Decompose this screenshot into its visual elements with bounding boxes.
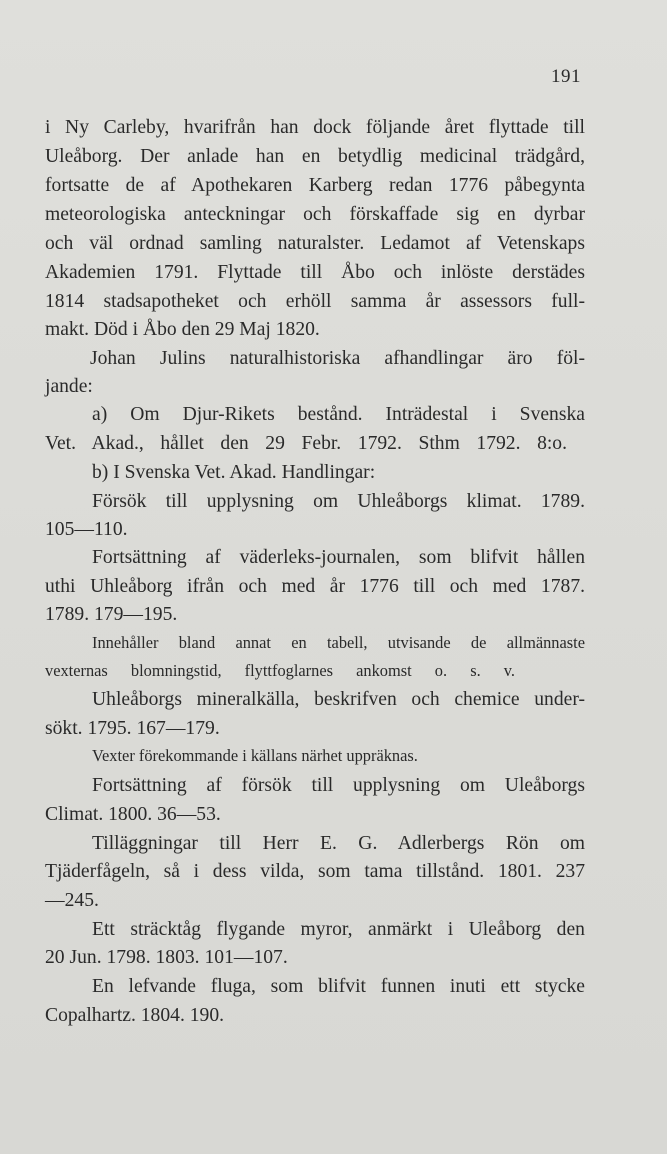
text-line: En lefvande fluga, som blifvit funnen inuti ett stycke — [92, 976, 585, 997]
text-line: Akademien 1791. Flyttade till Åbo och inlöste derstädes — [45, 262, 586, 283]
text-line: Tilläggningar till Herr E. G. Adlerbergs Rön om — [92, 833, 586, 854]
text-line: Fortsättning af väderleks-journalen, som blifvit hållen — [92, 547, 585, 568]
text-line: uthi Uhleåborg ifrån och med år 1776 till och med 1787. — [45, 576, 586, 597]
text-line: meteorologiska anteckningar och förskaffade sig en dyrbar — [45, 204, 585, 225]
text-line: 1789. 179—195. — [45, 604, 178, 625]
text-line: makt. Död i Åbo den 29 Maj 1820. — [45, 319, 320, 340]
text-line: Uhleåborgs mineralkälla, beskrifven och chemice under- — [92, 689, 585, 710]
text-line: i Ny Carleby, hvarifrån han dock följande året flyttade till — [45, 117, 585, 138]
text-line: Fortsättning af försök till upplysning om Uleåborgs — [92, 775, 585, 796]
text-line: b) I Svenska Vet. Akad. Handlingar: — [92, 462, 376, 483]
text-line: och väl ordnad samling naturalster. Ledamot af Vetenskaps — [45, 233, 585, 254]
text-line: Johan Julins naturalhistoriska afhandlingar äro föl- — [90, 348, 585, 369]
text-line: sökt. 1795. 167—179. — [45, 718, 220, 739]
text-line: —245. — [45, 890, 99, 911]
text-line: a) Om Djur-Rikets bestånd. Inträdestal i Svenska — [92, 404, 585, 425]
text-line: Climat. 1800. 36—53. — [45, 804, 221, 825]
text-line: Uleåborg. Der anlade han en betydlig medicinal trädgård, — [45, 146, 585, 167]
note-line: vexternas blomningstid, flyttfoglarnes ankomst o. s. v. — [45, 661, 516, 680]
text-line: Försök till upplysning om Uhleåborgs klimat. 1789. — [92, 491, 585, 512]
text-line: Tjäderfågeln, så i dess vilda, som tama tillstånd. 1801. 237 — [45, 861, 586, 882]
text-line: 20 Jun. 1798. 1803. 101—107. — [45, 947, 288, 968]
text-line: fortsatte de af Apothekaren Karberg redan 1776 påbegynta — [45, 175, 586, 196]
text-line: jande: — [45, 376, 93, 397]
text-line: Ett sträcktåg flygande myror, anmärkt i Uleåborg den — [92, 919, 585, 940]
text-line: 105—110. — [45, 519, 128, 540]
note-line: Vexter förekommande i källans närhet uppräknas. — [92, 746, 418, 765]
text-line: 1814 stadsapotheket och erhöll samma år assessors full- — [45, 291, 585, 312]
note-line: Innehåller bland annat en tabell, utvisande de allmännaste — [92, 633, 585, 652]
page-number: 191 — [551, 66, 581, 87]
text-line: Copalhartz. 1804. 190. — [45, 1005, 225, 1026]
text-line: Vet. Akad., hållet den 29 Febr. 1792. Sthm 1792. 8:o. — [45, 433, 568, 454]
